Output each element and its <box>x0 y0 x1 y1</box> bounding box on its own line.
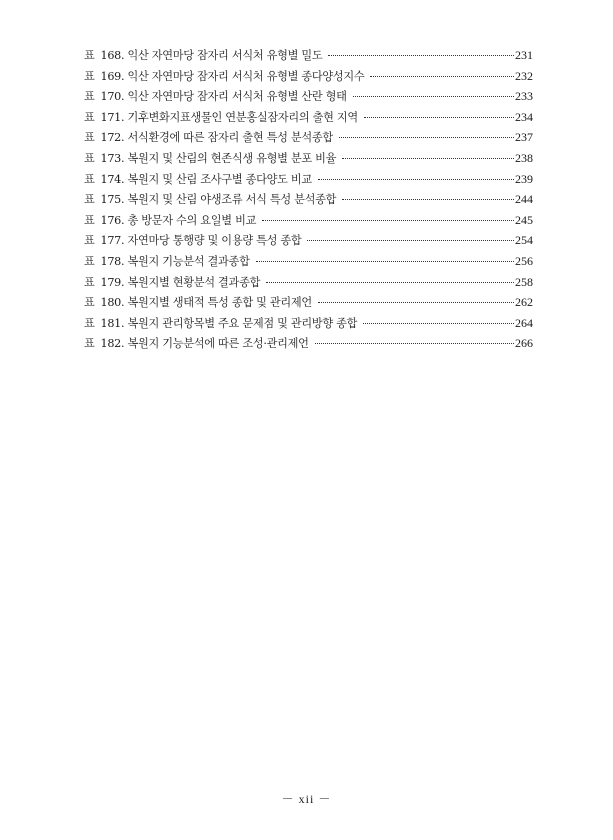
dot-leader <box>363 323 514 324</box>
toc-prefix: 표 <box>84 193 95 207</box>
dot-leader <box>342 199 514 200</box>
page-number-footer: － xii － <box>281 792 332 806</box>
dot-leader <box>328 55 514 56</box>
toc-title: 171. 기후변화지표생물인 연분홍실잠자리의 출현 지역 <box>100 110 358 124</box>
toc-entry[interactable] <box>84 274 533 295</box>
toc-entry[interactable] <box>84 129 533 150</box>
toc-prefix: 표 <box>84 131 95 145</box>
table-of-contents <box>84 47 533 356</box>
dot-leader <box>262 220 514 221</box>
toc-prefix: 표 <box>84 337 95 351</box>
toc-prefix: 표 <box>84 275 95 289</box>
toc-entry[interactable] <box>84 232 533 253</box>
toc-title: 168. 익산 자연마당 잠자리 서식처 유형별 밀도 <box>100 49 323 62</box>
toc-prefix: 표 <box>84 213 95 227</box>
toc-prefix: 표 <box>84 172 95 186</box>
dot-leader <box>342 158 514 159</box>
dot-leader <box>307 240 514 241</box>
toc-page-number: 264 <box>515 315 533 330</box>
toc-prefix: 표 <box>84 90 95 104</box>
toc-prefix: 표 <box>84 110 95 124</box>
toc-page-number: 254 <box>515 233 533 248</box>
toc-entry[interactable] <box>84 253 533 274</box>
dot-leader <box>256 261 514 262</box>
toc-title: 175. 복원지 및 산림 야생조류 서식 특성 분석종합 <box>100 193 337 207</box>
toc-title: 174. 복원지 및 산림 조사구별 종다양도 비교 <box>100 172 312 186</box>
toc-entry[interactable] <box>84 191 533 212</box>
toc-prefix: 표 <box>84 234 95 248</box>
toc-title: 173. 복원지 및 산림의 현존식생 유형별 분포 비율 <box>100 151 337 165</box>
toc-page-number: 231 <box>515 48 533 62</box>
dot-leader <box>315 343 514 344</box>
toc-entry[interactable] <box>84 335 533 356</box>
toc-prefix: 표 <box>84 316 95 330</box>
toc-title: 170. 익산 자연마당 잠자리 서식처 유형별 산란 형태 <box>100 90 347 104</box>
toc-entry[interactable] <box>84 109 533 130</box>
toc-page-number: 234 <box>515 109 533 124</box>
toc-title: 182. 복원지 기능분석에 따른 조성·관리제언 <box>100 337 309 351</box>
dot-leader <box>318 302 514 303</box>
toc-entry[interactable] <box>84 315 533 336</box>
toc-page-number: 256 <box>515 253 533 268</box>
toc-page-number: 238 <box>515 150 533 165</box>
toc-title: 176. 총 방문자 수의 요일별 비교 <box>100 213 257 227</box>
toc-title: 177. 자연마당 통행량 및 이용량 특성 종합 <box>100 234 302 248</box>
toc-entry[interactable] <box>84 47 533 68</box>
dot-leader <box>339 137 514 138</box>
toc-entry[interactable] <box>84 88 533 109</box>
toc-title: 178. 복원지 기능분석 결과종합 <box>100 254 250 268</box>
toc-entry[interactable] <box>84 68 533 89</box>
toc-entry[interactable] <box>84 150 533 171</box>
toc-entry[interactable] <box>84 171 533 192</box>
toc-title: 172. 서식환경에 따른 잠자리 출현 특성 분석종합 <box>100 131 333 145</box>
toc-prefix: 표 <box>84 49 95 62</box>
toc-prefix: 표 <box>84 296 95 310</box>
toc-prefix: 표 <box>84 151 95 165</box>
toc-title: 180. 복원지별 생태적 특성 종합 및 관리제언 <box>100 296 312 310</box>
dot-leader <box>370 76 514 77</box>
toc-page-number: 262 <box>515 295 533 310</box>
toc-page-number: 266 <box>515 336 533 351</box>
toc-title: 179. 복원지별 현황분석 결과종합 <box>100 275 261 289</box>
dot-leader <box>353 96 514 97</box>
toc-page-number: 232 <box>515 68 533 83</box>
toc-page-number: 239 <box>515 171 533 186</box>
toc-entry[interactable] <box>84 212 533 233</box>
toc-entry[interactable] <box>84 294 533 315</box>
toc-page-number: 237 <box>515 130 533 145</box>
toc-page-number: 233 <box>515 89 533 104</box>
toc-prefix: 표 <box>84 254 95 268</box>
toc-page-number: 244 <box>515 192 533 207</box>
dot-leader <box>364 117 514 118</box>
toc-page-number: 258 <box>515 274 533 289</box>
toc-page-number: 245 <box>515 212 533 227</box>
dot-leader <box>266 282 514 283</box>
dot-leader <box>318 179 514 180</box>
toc-title: 181. 복원지 관리항목별 주요 문제점 및 관리방향 종합 <box>100 316 358 330</box>
toc-prefix: 표 <box>84 69 95 83</box>
toc-title: 169. 익산 자연마당 잠자리 서식처 유형별 종다양성지수 <box>100 69 365 83</box>
